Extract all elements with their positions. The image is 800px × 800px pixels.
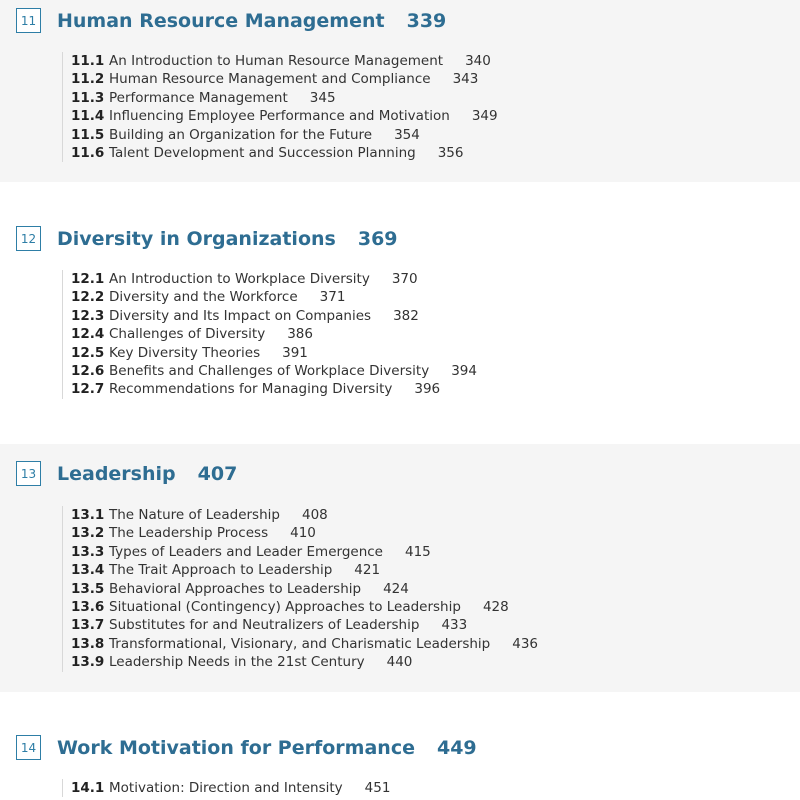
section-title[interactable]: Building an Organization for the Future bbox=[109, 126, 373, 143]
chapter-page-number: 339 bbox=[406, 9, 447, 32]
section-page-number: 440 bbox=[386, 654, 413, 671]
section-number: 11.3 bbox=[71, 89, 105, 106]
section-page-number: 424 bbox=[383, 580, 409, 597]
section-number: 13.3 bbox=[71, 543, 105, 560]
section-page-number: 382 bbox=[393, 307, 419, 324]
section-page-number: 391 bbox=[282, 344, 308, 361]
section-page-number: 349 bbox=[471, 108, 498, 125]
section-page-number: 415 bbox=[404, 543, 431, 560]
chapter-number-badge: 14 bbox=[16, 735, 41, 760]
section-item[interactable] bbox=[71, 144, 498, 162]
section-page-number: 356 bbox=[437, 144, 464, 161]
section-item[interactable] bbox=[71, 89, 498, 107]
section-item[interactable] bbox=[71, 362, 477, 380]
section-title[interactable]: Diversity and the Workforce bbox=[109, 289, 298, 306]
section-title[interactable]: Talent Development and Succession Planning bbox=[109, 144, 416, 161]
section-page-number: 451 bbox=[364, 780, 391, 796]
section-page-number: 428 bbox=[482, 598, 509, 615]
chapter-heading[interactable] bbox=[16, 226, 398, 251]
section-page-number: 394 bbox=[451, 362, 477, 379]
chapter-11 bbox=[0, 0, 800, 182]
section-number: 12.6 bbox=[71, 362, 105, 379]
chapter-title[interactable]: Work Motivation for Performance bbox=[57, 736, 415, 759]
section-number: 11.5 bbox=[71, 126, 105, 143]
section-page-number: 343 bbox=[452, 71, 479, 88]
chapter-heading[interactable] bbox=[16, 8, 446, 33]
section-page-number: 396 bbox=[414, 381, 441, 398]
section-title[interactable]: Benefits and Challenges of Workplace Diversity bbox=[109, 362, 430, 379]
section-title[interactable]: The Nature of Leadership bbox=[109, 507, 280, 523]
section-number: 11.2 bbox=[71, 71, 105, 88]
section-number: 13.5 bbox=[71, 580, 105, 597]
section-title[interactable]: The Leadership Process bbox=[109, 525, 269, 542]
section-list bbox=[62, 270, 477, 399]
section-item[interactable] bbox=[71, 653, 538, 671]
section-number: 11.4 bbox=[71, 108, 105, 125]
section-page-number: 386 bbox=[287, 326, 313, 343]
section-number: 13.8 bbox=[71, 635, 105, 652]
section-item[interactable] bbox=[71, 70, 498, 88]
section-title[interactable]: Human Resource Management and Compliance bbox=[109, 71, 431, 88]
section-page-number: 410 bbox=[290, 525, 316, 542]
section-title[interactable]: Performance Management bbox=[109, 89, 288, 106]
section-page-number: 433 bbox=[441, 617, 468, 634]
chapter-number-badge: 13 bbox=[16, 461, 41, 486]
section-item[interactable] bbox=[71, 380, 477, 398]
section-title[interactable]: Recommendations for Managing Diversity bbox=[109, 381, 393, 398]
section-item[interactable] bbox=[71, 126, 498, 144]
chapter-title[interactable]: Diversity in Organizations bbox=[57, 227, 336, 250]
section-title[interactable]: Behavioral Approaches to Leadership bbox=[109, 580, 362, 597]
section-title[interactable]: An Introduction to Workplace Diversity bbox=[109, 271, 370, 287]
section-list bbox=[62, 52, 498, 162]
section-title[interactable]: Motivation: Direction and Intensity bbox=[109, 780, 343, 796]
section-page-number: 354 bbox=[394, 126, 420, 143]
section-item[interactable] bbox=[71, 616, 538, 634]
section-number: 13.7 bbox=[71, 617, 105, 634]
section-number: 12.3 bbox=[71, 307, 105, 324]
section-number: 11.1 bbox=[71, 53, 105, 69]
section-title[interactable]: The Trait Approach to Leadership bbox=[109, 562, 333, 579]
section-list bbox=[62, 506, 538, 672]
chapter-page-number: 449 bbox=[436, 736, 477, 759]
section-title[interactable]: An Introduction to Human Resource Management bbox=[109, 53, 444, 69]
section-item[interactable] bbox=[71, 543, 538, 561]
section-number: 12.1 bbox=[71, 271, 105, 287]
chapter-number-badge: 12 bbox=[16, 226, 41, 251]
section-item[interactable] bbox=[71, 524, 538, 542]
section-title[interactable]: Diversity and Its Impact on Companies bbox=[109, 307, 372, 324]
section-title[interactable]: Transformational, Visionary, and Charismatic Leadership bbox=[109, 635, 491, 652]
section-number: 13.2 bbox=[71, 525, 105, 542]
section-item[interactable] bbox=[71, 52, 498, 70]
section-number: 13.9 bbox=[71, 654, 105, 671]
chapter-number-badge: 11 bbox=[16, 8, 41, 33]
section-item[interactable] bbox=[71, 307, 477, 325]
section-title[interactable]: Substitutes for and Neutralizers of Leadership bbox=[109, 617, 420, 634]
section-title[interactable]: Leadership Needs in the 21st Century bbox=[109, 654, 365, 671]
section-page-number: 340 bbox=[465, 53, 491, 69]
section-number: 13.6 bbox=[71, 598, 105, 615]
section-number: 13.1 bbox=[71, 507, 105, 523]
section-page-number: 421 bbox=[354, 562, 381, 579]
chapter-page-number: 407 bbox=[197, 462, 238, 485]
section-item[interactable] bbox=[71, 270, 477, 288]
section-title[interactable]: Key Diversity Theories bbox=[109, 344, 261, 361]
section-number: 14.1 bbox=[71, 780, 105, 796]
section-page-number: 370 bbox=[391, 271, 418, 287]
chapter-heading[interactable] bbox=[16, 461, 237, 486]
section-item[interactable] bbox=[71, 288, 477, 306]
section-item[interactable] bbox=[71, 635, 538, 653]
chapter-heading[interactable] bbox=[16, 735, 477, 760]
section-list bbox=[62, 779, 390, 797]
section-page-number: 436 bbox=[512, 635, 539, 652]
section-item[interactable] bbox=[71, 325, 477, 343]
section-page-number: 345 bbox=[309, 89, 336, 106]
chapter-14 bbox=[0, 692, 800, 800]
section-number: 11.6 bbox=[71, 144, 105, 161]
chapter-title[interactable]: Human Resource Management bbox=[57, 9, 385, 32]
section-title[interactable]: Influencing Employee Performance and Motivation bbox=[109, 108, 450, 125]
section-number: 12.5 bbox=[71, 344, 105, 361]
section-title[interactable]: Types of Leaders and Leader Emergence bbox=[109, 543, 383, 560]
chapter-title[interactable]: Leadership bbox=[57, 462, 176, 485]
section-page-number: 408 bbox=[301, 507, 328, 523]
section-item[interactable] bbox=[71, 561, 538, 579]
section-number: 12.4 bbox=[71, 326, 105, 343]
section-number: 12.7 bbox=[71, 381, 105, 398]
section-title[interactable]: Challenges of Diversity bbox=[109, 326, 266, 343]
section-item[interactable] bbox=[71, 779, 390, 797]
section-item[interactable] bbox=[71, 580, 538, 598]
chapter-12 bbox=[0, 182, 800, 444]
section-item[interactable] bbox=[71, 344, 477, 362]
section-page-number: 371 bbox=[319, 289, 346, 306]
section-item[interactable] bbox=[71, 506, 538, 524]
section-item[interactable] bbox=[71, 107, 498, 125]
section-number: 13.4 bbox=[71, 562, 105, 579]
section-item[interactable] bbox=[71, 598, 538, 616]
section-number: 12.2 bbox=[71, 289, 105, 306]
chapter-page-number: 369 bbox=[357, 227, 398, 250]
chapter-13 bbox=[0, 444, 800, 692]
section-title[interactable]: Situational (Contingency) Approaches to Leadership bbox=[109, 598, 461, 615]
